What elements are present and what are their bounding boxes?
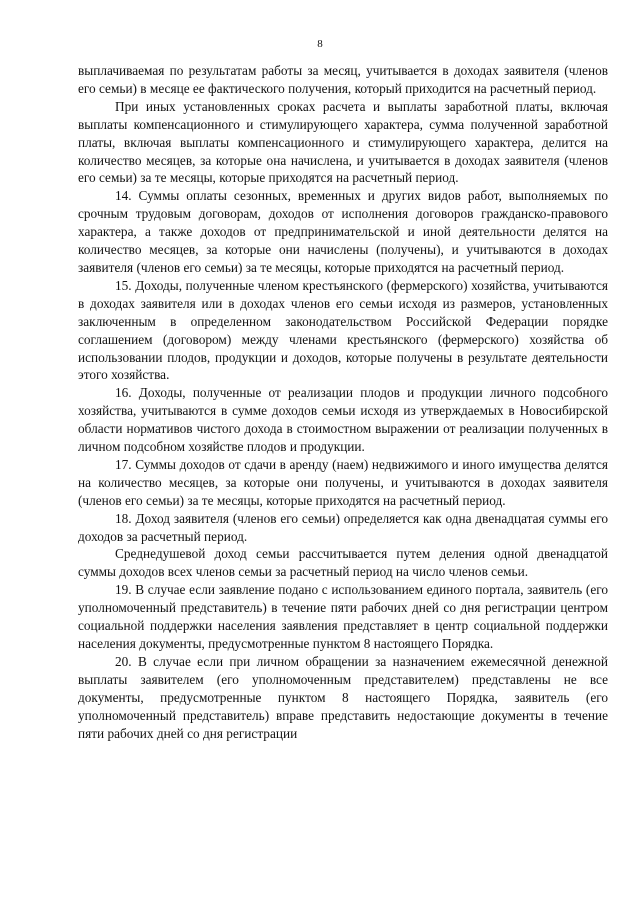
paragraph-19: 19. В случае если заявление подано с использованием единого портала, заявитель (его уполномоченный представитель) в течение пяти рабочих дней со дня регистрации центром социальной поддержки населения заявления представляет в центр социальной поддержки населения документы, предусмотренные пунктом 8 настоящего Порядка.: [78, 582, 608, 651]
paragraph-20: 20. В случае если при личном обращении за назначением ежемесячной денежной выплаты заявителем (его уполномоченным представителем) представлены не все документы, предусмотренные пунктом 8 настоящего Порядка, заявитель (его уполномоченный представитель) вправе представить недостающие документы в течение пяти рабочих дней со дня регистрации: [78, 653, 608, 741]
paragraph-18: 18. Доход заявителя (членов его семьи) определяется как одна двенадцатая суммы его доходов за расчетный период.: [78, 510, 608, 544]
paragraph-15: 15. Доходы, полученные членом крестьянского (фермерского) хозяйства, учитываются в доходах заявителя или в доходах членов его семьи исходя из размеров, установленных заключенным в определенном законодательством Российской Федерации порядке соглашением (договором) между членами крестьянского (фермерского) хозяйства об использовании плодов, продукции и доходов, которые получены в результате деятельности этого хозяйства.: [78, 277, 608, 383]
paragraph-average-income: Среднедушевой доход семьи рассчитывается путем деления одной двенадцатой суммы доходов всех членов семьи за расчетный период на число членов семьи.: [78, 546, 608, 580]
page-number: 8: [317, 38, 323, 50]
paragraph-16: 16. Доходы, полученные от реализации плодов и продукции личного подсобного хозяйства, учитываются в сумме доходов семьи исходя из утверждаемых в Новосибирской области нормативов чистого дохода в стоимостном выражении от реализации полученных в личном подсобном хозяйстве плодов и продукции.: [78, 385, 608, 455]
document-body: [78, 62, 608, 742]
paragraph-salary-terms: При иных установленных сроках расчета и выплаты заработной платы, включая выплаты компенсационного и стимулирующего характера, сумма полученной заработной платы, включая выплаты компенсационного и стимулирующего характера, делится на количество месяцев, за которые она начислена, и учитывается в доходах заявителя (членов его семьи) за те месяцы, которые приходятся на расчетный период.: [78, 98, 608, 186]
paragraph-17: 17. Суммы доходов от сдачи в аренду (наем) недвижимого и иного имущества делятся на количество месяцев, за которые они получены, и учитываются в доходах заявителя (членов его семьи) за те месяцы, которые приходятся на расчетный период.: [78, 456, 608, 508]
paragraph-14: 14. Суммы оплаты сезонных, временных и других видов работ, выполняемых по срочным трудовым договорам, доходов от исполнения договоров гражданско-правового характера, а также доходов от предпринимательской и иной деятельности делятся на количество месяцев, за которые они начислены (получены), и учитываются в доходах заявителя (членов его семьи) за те месяцы, которые приходятся на расчетный период.: [78, 188, 608, 275]
paragraph-continuation: выплачиваемая по результатам работы за месяц, учитывается в доходах заявителя (членов его семьи) в месяце ее фактического получения, который приходится на расчетный период.: [78, 63, 608, 96]
